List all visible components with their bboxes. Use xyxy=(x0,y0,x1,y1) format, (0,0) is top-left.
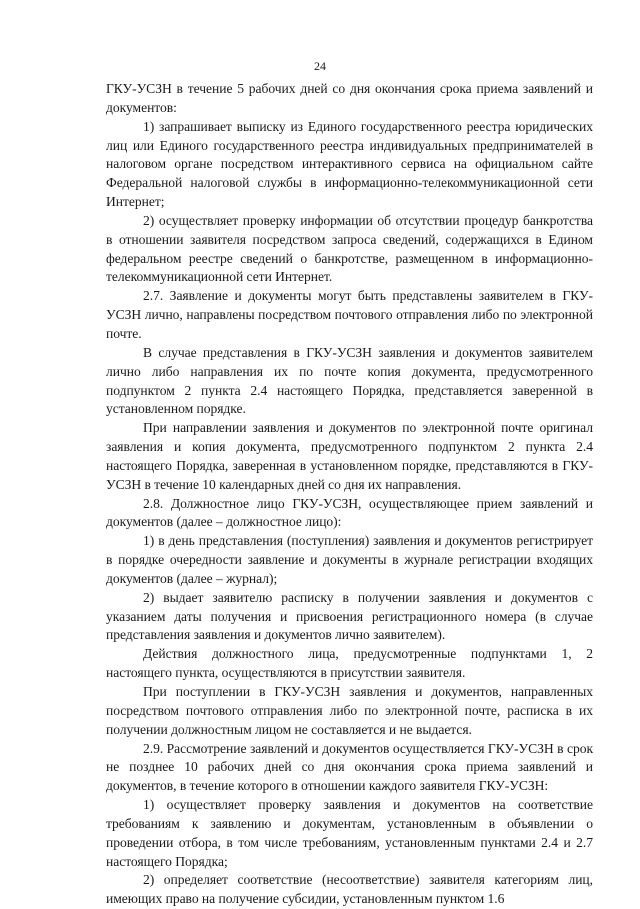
paragraph-section-2-8: 2.8. Должностное лицо ГКУ-УСЗН, осуществляющее прием заявлений и документов (далее – должностное лицо): xyxy=(106,495,593,530)
paragraph-item-1-extract-request: 1) запрашивает выписку из Единого государственного реестра юридических лиц или Единого государственного реестра индивидуальных предпринимателей в налоговом органе посредством интерактивного сервиса на официальном сайте Федеральной налоговой службы в информационно-телекоммуникационной сети Интернет; xyxy=(106,118,593,210)
page-number: 24 xyxy=(314,59,326,73)
document-body xyxy=(106,80,593,909)
paragraph-section-2-9: 2.9. Рассмотрение заявлений и документов осуществляется ГКУ-УСЗН в срок не позднее 10 рабочих дней со дня окончания срока приема заявлений и документов, в течение которого в отношении каждого заявителя ГКУ-УСЗН: xyxy=(106,740,593,794)
paragraph-in-person-submission: В случае представления в ГКУ-УСЗН заявления и документов заявителем лично либо направления их по почте копия документа, предусмотренного подпунктом 2 пункта 2.4 настоящего Порядка, представляется заверенной в установленном порядке. xyxy=(106,344,593,417)
paragraph-item-2-category-check: 2) определяет соответствие (несоответствие) заявителя категориям лиц, имеющих право на получение субсидии, установленным пунктом 1.6 xyxy=(106,872,593,907)
paragraph-intro: ГКУ-УСЗН в течение 5 рабочих дней со дня окончания срока приема заявлений и документов: xyxy=(106,81,593,115)
paragraph-item-1-registration: 1) в день представления (поступления) заявления и документов регистрирует в порядке очередности заявление и документы в журнале регистрации входящих документов (далее – журнал); xyxy=(106,533,593,586)
paragraph-item-1-compliance-check: 1) осуществляет проверку заявления и документов на соответствие требованиям к заявлению и документам, установленным в объявлении о проведении отбора, в том числе требованиям, установленным пунктами 2.4 и 2.7 настоящего Порядка; xyxy=(106,797,593,869)
paragraph-email-submission: При направлении заявления и документов по электронной почте оригинал заявления и копия документа, предусмотренного подпунктом 2 пункта 2.4 настоящего Порядка, заверенная в установленном порядке, представляются в ГКУ-УСЗН в течение 10 календарных дней со дня их направления. xyxy=(106,420,593,492)
paragraph-postal-receipt: При поступлении в ГКУ-УСЗН заявления и документов, направленных посредством почтового отправления либо по электронной почте, расписка в их получении должностным лицом не составляется и не выдается. xyxy=(106,684,593,737)
paragraph-item-2-bankruptcy-check: 2) осуществляет проверку информации об отсутствии процедур банкротства в отношении заявителя посредством запроса сведений, содержащихся в Едином федеральном реестре сведений о банкротстве, размещенном в информационно-телекоммуникационной сети Интернет. xyxy=(106,212,593,285)
paragraph-item-2-receipt: 2) выдает заявителю расписку в получении заявления и документов с указанием даты получения и присвоения регистрационного номера (в случае представления заявления и документов лично заявителем). xyxy=(106,589,593,643)
paragraph-official-actions: Действия должностного лица, предусмотренные подпунктами 1, 2 настоящего пункта, осуществляются в присутствии заявителя. xyxy=(106,646,593,681)
paragraph-section-2-7: 2.7. Заявление и документы могут быть представлены заявителем в ГКУ-УСЗН лично, направлены посредством почтового отправления либо по электронной почте. xyxy=(106,288,593,341)
